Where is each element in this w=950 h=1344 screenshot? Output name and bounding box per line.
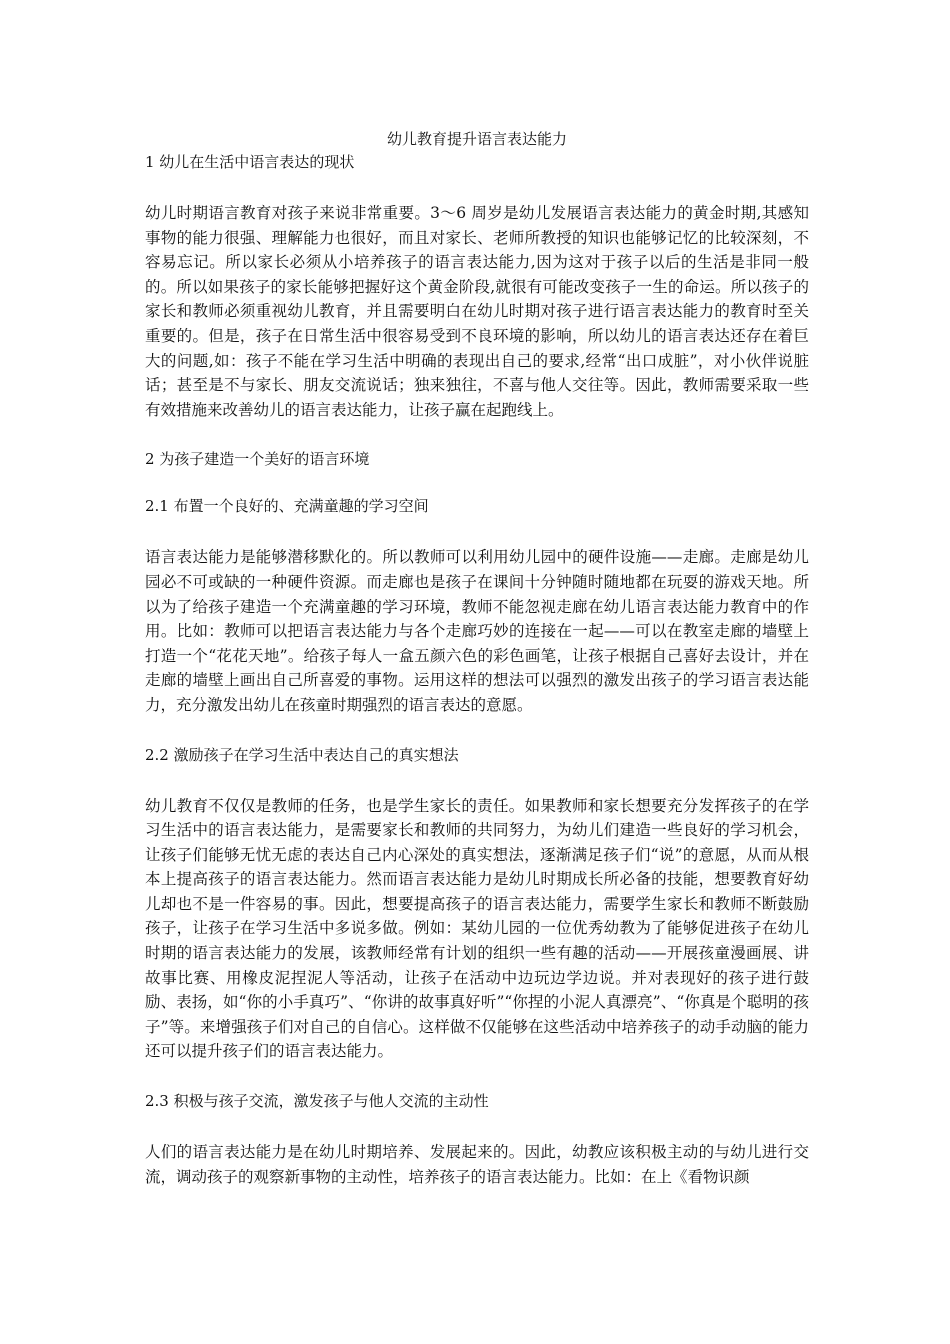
section-2-1-paragraph: 语言表达能力是能够潜移默化的。所以教师可以利用幼儿园中的硬件设施——走廊。走廊是幼儿园必不可或缺的一种硬件资源。而走廊也是孩子在课间十分钟随时随地都在玩耍的游戏天地。所以为了给孩子建造一个充满童趣的学习环境，教师不能忽视走廊在幼儿语言表达能力教育中的作用。比如：教师可以把语言表达能力与各个走廊巧妙的连接在一起——可以在教室走廊的墙壁上打造一个“花花天地”。给孩子每人一盒五颜六色的彩色画笔，让孩子根据自己喜好去设计，并在走廊的墙壁上画出自己所喜爱的事物。运用这样的想法可以强烈的激发出孩子的学习语言表达能力，充分激发出幼儿在孩童时期强烈的语言表达的意愿。	[145, 548, 809, 714]
section-2-heading: 2 为孩子建造一个美好的语言环境	[145, 450, 370, 469]
section-2-2-heading: 2.2 激励孩子在学习生活中表达自己的真实想法	[145, 745, 459, 764]
section-2-3-paragraph: 人们的语言表达能力是在幼儿时期培养、发展起来的。因此，幼教应该积极主动的与幼儿进行交流，调动孩子的观察新事物的主动性，培养孩子的语言表达能力。比如：在上《看物识颜	[145, 1143, 809, 1186]
spacer	[145, 470, 809, 495]
section-1-heading: 1 幼儿在生活中语言表达的现状	[145, 153, 355, 171]
document-title: 幼儿教育提升语言表达能力	[386, 130, 567, 148]
spacer	[145, 718, 809, 744]
spacer	[145, 1064, 809, 1090]
spacer	[145, 1112, 809, 1140]
section-1-paragraph: 幼儿时期语言教育对孩子来说非常重要。3～6 周岁是幼儿发展语言表达能力的黄金时期,其感知事物的能力很强、理解能力也很好，而且对家长、老师所教授的知识也能够记忆的比较深刻，不容易忘记。所以家长必须从小培养孩子的语言表达能力,因为这对于孩子以后的生活是非同一般的。所以如果孩子的家长能够把握好这个黄金阶段,就很有可能改变孩子一生的命运。所以孩子的家长和教师必须重视幼儿教育，并且需要明白在幼儿时期对孩子进行语言表达能力的教育时至关重要的。但是，孩子在日常生活中很容易受到不良环境的影响，所以幼儿的语言表达还存在着巨大的问题,如：孩子不能在学习生活中明确的表现出自己的要求,经常“出口成脏”，对小伙伴说脏话；甚至是不与家长、朋友交流说话；独来独往，不喜与他人交往等。因此，教师需要采取一些有效措施来改善幼儿的语言表达能力，让孩子赢在起跑线上。	[145, 204, 809, 419]
spacer	[145, 517, 809, 545]
section-2-3-heading: 2.3 积极与孩子交流，激发孩子与他人交流的主动性	[145, 1092, 489, 1111]
spacer	[145, 173, 809, 201]
section-2-1-heading: 2.1 布置一个良好的、充满童趣的学习空间	[145, 497, 429, 516]
spacer	[145, 766, 809, 794]
section-2-2-paragraph: 幼儿教育不仅仅是教师的任务，也是学生家长的责任。如果教师和家长想要充分发挥孩子的在学习生活中的语言表达能力，是需要家长和教师的共同努力，为幼儿们建造一些良好的学习机会，让孩子们能够无忧无虑的表达自己内心深处的真实想法，逐渐满足孩子们“说”的意愿，从而从根本上提高孩子的语言表达能力。然而语言表达能力是幼儿时期成长所必备的技能，想要教育好幼儿却也不是一件容易的事。因此，想要提高孩子的语言表达能力，需要学生家长和教师不断鼓励孩子，让孩子在学习生活中多说多做。例如：某幼儿园的一位优秀幼教为了能够促进孩子在幼儿时期的语言表达能力的发展，该教师经常有计划的组织一些有趣的活动——开展孩童漫画展、讲故事比赛、用橡皮泥捏泥人等活动，让孩子在活动中边玩边学边说。并对表现好的孩子进行鼓励、表扬，如“你的小手真巧”、“你讲的故事真好听”“你捏的小泥人真漂亮”、“你真是个聪明的孩子”等。来增强孩子们对自己的自信心。这样做不仅能够在这些活动中培养孩子的动手动脑的能力还可以提升孩子们的语言表达能力。	[145, 796, 809, 1061]
document-page	[145, 128, 809, 1189]
spacer	[145, 422, 809, 448]
